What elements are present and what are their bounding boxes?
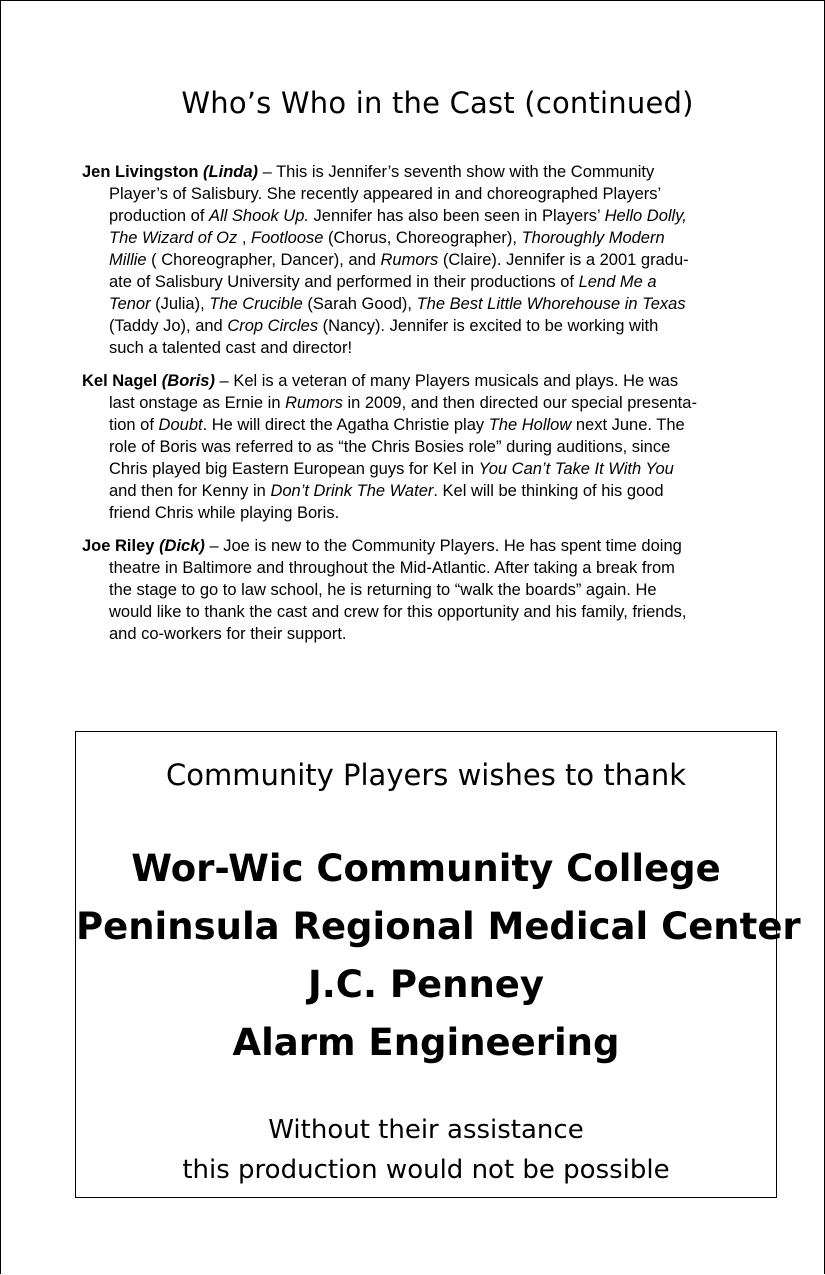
bio-text: (Nancy). Jennifer is excited to be working with: [318, 317, 659, 335]
production-title: Millie: [109, 251, 147, 269]
bio-text: next June. The: [571, 416, 685, 434]
bio-text: theatre in Baltimore and throughout the Mid-Atlantic. After taking a break from: [109, 559, 675, 577]
sponsor-name: J.C. Penney: [307, 963, 545, 1006]
bio-text: such a talented cast and director!: [109, 339, 353, 357]
bio-line: [82, 502, 782, 524]
closing-message: [76, 1110, 776, 1190]
bio-line: [82, 414, 782, 436]
bio-text: ,: [237, 229, 251, 247]
bio-line: [82, 370, 782, 392]
bio-text: (Taddy Jo), and: [109, 317, 228, 335]
production-title: The Best Little Whorehouse in Texas: [416, 295, 686, 313]
closing-line: Without their assistance: [268, 1115, 584, 1145]
bio-text: Jennifer has also been seen in Players’: [308, 207, 605, 225]
cast-entry: [82, 535, 782, 645]
production-title: Doubt: [158, 416, 203, 434]
bio-text: and then for Kenny in: [109, 482, 271, 500]
bio-line: [82, 249, 782, 271]
bio-line: [82, 535, 782, 557]
closing-line: this production would not be possible: [182, 1155, 670, 1185]
production-title: You Can’t Take It With You: [478, 460, 674, 478]
bio-text: in 2009, and then directed our special presenta-: [342, 394, 697, 412]
bio-line: [82, 623, 782, 645]
bio-text: . Kel will be thinking of his good: [433, 482, 664, 500]
bio-text: and co-workers for their support.: [109, 625, 347, 643]
bio-line: [82, 392, 782, 414]
sponsor-name: Alarm Engineering: [232, 1021, 620, 1064]
bio-line: [82, 183, 782, 205]
bio-line: [82, 293, 782, 315]
bio-line: [82, 161, 782, 183]
bio-text: (Claire). Jennifer is a 2001 gradu-: [438, 251, 689, 269]
bio-text: (Chorus, Choreographer),: [323, 229, 522, 247]
bio-text: last onstage as Ernie in: [109, 394, 286, 412]
bio-text: . He will direct the Agatha Christie play: [202, 416, 489, 434]
bio-line: [82, 601, 782, 623]
sponsor-name: Peninsula Regional Medical Center: [76, 905, 801, 948]
bio-line: [82, 315, 782, 337]
bio-text: Player’s of Salisbury. She recently appeared in and choreographed Players’: [109, 185, 662, 203]
production-title: Hello Dolly,: [604, 207, 687, 225]
production-title: Lend Me a: [578, 273, 657, 291]
cast-member-role: (Linda): [203, 163, 259, 181]
bio-text: Chris played big Eastern European guys for Kel in: [109, 460, 479, 478]
production-title: The Hollow: [488, 416, 572, 434]
cast-entry: [82, 370, 782, 524]
thanks-intro: Community Players wishes to thank: [165, 758, 687, 792]
bio-line: [82, 337, 782, 359]
cast-list: [82, 161, 782, 656]
cast-member-name: Kel Nagel: [82, 372, 158, 390]
bio-text: production of: [109, 207, 209, 225]
bio-line: [82, 436, 782, 458]
production-title: Footloose: [251, 229, 324, 247]
production-title: Don’t Drink The Water: [270, 482, 434, 500]
cast-entry: [82, 161, 782, 359]
production-title: Crop Circles: [227, 317, 319, 335]
bio-text: – This is Jennifer’s seventh show with the Community: [258, 163, 655, 181]
bio-line: [82, 205, 782, 227]
bio-text: – Kel is a veteran of many Players musicals and plays. He was: [214, 372, 679, 390]
bio-text: (Sarah Good),: [302, 295, 417, 313]
cast-member-role: (Dick): [159, 537, 205, 555]
bio-line: [82, 480, 782, 502]
thanks-box: [75, 731, 801, 1198]
cast-member-role: (Boris): [161, 372, 215, 390]
production-title: Thoroughly Modern: [521, 229, 665, 247]
bio-text: friend Chris while playing Boris.: [109, 504, 340, 522]
bio-line: [82, 579, 782, 601]
bio-text: tion of: [109, 416, 159, 434]
bio-text: ( Choreographer, Dancer), and: [146, 251, 381, 269]
bio-text: ate of Salisbury University and performed in their productions of: [109, 273, 579, 291]
sponsor-list: [76, 840, 801, 1072]
cast-member-name: Jen Livingston: [82, 163, 199, 181]
bio-text: (Julia),: [150, 295, 210, 313]
production-title: The Wizard of Oz: [109, 229, 238, 247]
cast-member-name: Joe Riley: [82, 537, 155, 555]
production-title: All Shook Up.: [208, 207, 309, 225]
production-title: The Crucible: [209, 295, 303, 313]
bio-line: [82, 458, 782, 480]
bio-text: would like to thank the cast and crew for this opportunity and his family, friends,: [109, 603, 687, 621]
production-title: Tenor: [109, 295, 151, 313]
bio-line: [82, 227, 782, 249]
bio-line: [82, 557, 782, 579]
production-title: Rumors: [380, 251, 439, 269]
bio-text: the stage to go to law school, he is returning to “walk the boards” again. He: [109, 581, 657, 599]
bio-line: [82, 271, 782, 293]
bio-text: – Joe is new to the Community Players. He has spent time doing: [204, 537, 682, 555]
bio-text: role of Boris was referred to as “the Chris Bosies role” during auditions, since: [109, 438, 671, 456]
production-title: Rumors: [285, 394, 343, 412]
sponsor-name: Wor-Wic Community College: [131, 847, 721, 890]
page-title: Who’s Who in the Cast (continued): [181, 86, 694, 120]
